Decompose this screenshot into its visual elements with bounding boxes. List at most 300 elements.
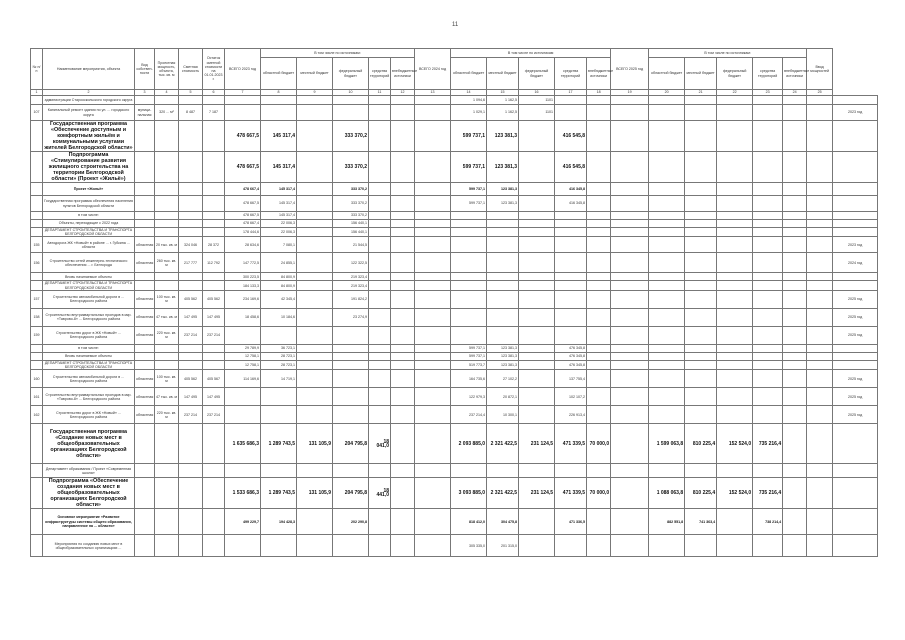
cell — [135, 196, 155, 212]
cell — [203, 509, 225, 535]
cell: 405 562 — [203, 290, 225, 308]
budget-table — [30, 48, 878, 557]
cell — [783, 152, 807, 183]
cell: 123 381,3 — [487, 183, 519, 196]
cell — [649, 96, 685, 105]
cell — [203, 212, 225, 220]
cell — [203, 96, 225, 105]
cell — [297, 509, 333, 535]
cell — [807, 406, 833, 424]
cell — [717, 352, 753, 360]
col-type: Вид собствен- ности — [135, 49, 155, 90]
column-number: 17 — [555, 90, 587, 96]
cell — [297, 281, 333, 290]
cell: 1101 — [519, 96, 555, 105]
cell: 305 335,0 — [451, 535, 487, 557]
row-name: Вновь начинаемые объекты — [43, 273, 135, 281]
cell — [717, 121, 753, 152]
cell — [717, 237, 753, 253]
cell — [555, 535, 587, 557]
cell — [611, 281, 649, 290]
sources-2025: В том числе по источникам: — [649, 49, 807, 58]
cell — [807, 478, 833, 509]
cell: 102 107,2 — [555, 388, 587, 406]
row-number — [31, 509, 43, 535]
cell — [717, 183, 753, 196]
cell: 882 551,8 — [649, 509, 685, 535]
table-row — [31, 290, 878, 308]
cell: 137 755,4 — [555, 370, 587, 388]
cell: 416 545,8 — [555, 121, 587, 152]
cell: 12 758,1 — [225, 352, 261, 360]
cell — [415, 228, 451, 237]
cell — [415, 253, 451, 273]
cell: 191 824,2 — [333, 290, 369, 308]
cell — [519, 281, 555, 290]
cell — [225, 388, 261, 406]
cell — [649, 228, 685, 237]
cell: 2 321 422,5 — [487, 478, 519, 509]
cell — [519, 509, 555, 535]
col-cost: Сметная стоимость — [179, 49, 203, 90]
cell — [369, 121, 391, 152]
cell — [203, 196, 225, 212]
cell — [451, 308, 487, 326]
cell — [333, 360, 369, 369]
cell — [333, 370, 369, 388]
cell: 123 381,3 — [487, 152, 519, 183]
cell — [203, 464, 225, 478]
cell: 741 363,4 — [685, 509, 717, 535]
cell — [203, 478, 225, 509]
cell — [611, 212, 649, 220]
cell — [611, 290, 649, 308]
cell — [587, 183, 611, 196]
cell — [753, 535, 783, 557]
cell — [649, 281, 685, 290]
cell — [179, 352, 203, 360]
table-row — [31, 96, 878, 105]
cell — [391, 290, 415, 308]
cell — [783, 509, 807, 535]
cell — [519, 228, 555, 237]
row-number — [31, 273, 43, 281]
cell — [783, 344, 807, 352]
cell: областная — [135, 290, 155, 308]
cell — [297, 344, 333, 352]
cell — [753, 360, 783, 369]
cell — [135, 212, 155, 220]
cell — [155, 509, 179, 535]
row-name: Строительство дорог в ЖК «Новый» ... Белгородского района — [43, 406, 135, 424]
cell: 28 634,6 — [225, 237, 261, 253]
cell — [297, 273, 333, 281]
table-row — [31, 220, 878, 228]
table-row — [31, 273, 878, 281]
cell — [179, 228, 203, 237]
cell — [179, 220, 203, 228]
cell — [685, 281, 717, 290]
cell — [179, 273, 203, 281]
cell: 84 800,9 — [261, 273, 297, 281]
cell — [415, 509, 451, 535]
column-number: 6 — [203, 90, 225, 96]
cell — [225, 96, 261, 105]
cell — [451, 464, 487, 478]
cell: 416 345,8 — [555, 183, 587, 196]
cell: 237 214 — [203, 406, 225, 424]
cell — [717, 370, 753, 388]
cell — [391, 105, 415, 121]
cell — [685, 253, 717, 273]
cell — [833, 152, 878, 183]
cell — [297, 196, 333, 212]
cell — [487, 228, 519, 237]
cell — [753, 308, 783, 326]
column-number: 1 — [31, 90, 43, 96]
table-body — [31, 96, 878, 557]
cell: 260 тыс. кв. м — [155, 253, 179, 273]
cell: 123 381,3 — [487, 196, 519, 212]
cell: 131 105,9 — [297, 424, 333, 464]
cell — [753, 290, 783, 308]
cell — [451, 228, 487, 237]
table-row — [31, 509, 878, 535]
cell — [369, 352, 391, 360]
cell: областная — [135, 370, 155, 388]
src-terr: средства территорий — [555, 58, 587, 90]
cell — [555, 308, 587, 326]
cell — [611, 96, 649, 105]
cell — [611, 152, 649, 183]
cell — [391, 406, 415, 424]
cell — [155, 360, 179, 369]
cell — [649, 253, 685, 273]
row-number — [31, 352, 43, 360]
src-fed: федеральный бюджет — [717, 58, 753, 90]
cell: 476 345,8 — [555, 344, 587, 352]
cell: 478 667,4 — [225, 183, 261, 196]
cell — [225, 535, 261, 557]
src-fed: федеральный бюджет — [333, 58, 369, 90]
row-number: 162 — [31, 406, 43, 424]
cell — [685, 535, 717, 557]
cell — [587, 212, 611, 220]
src-reg: областной бюджет — [649, 58, 685, 90]
cell — [451, 326, 487, 344]
cell — [587, 228, 611, 237]
cell — [611, 370, 649, 388]
cell — [555, 253, 587, 273]
row-name: Департамент образования / Проект «Современная школа» — [43, 464, 135, 478]
cell — [415, 308, 451, 326]
cell — [155, 152, 179, 183]
cell: 1 289 743,5 — [261, 424, 297, 464]
cell — [415, 212, 451, 220]
cell — [179, 281, 203, 290]
cell — [519, 183, 555, 196]
cell: 324 046 — [179, 237, 203, 253]
cell: 1 088 063,8 — [649, 478, 685, 509]
cell — [415, 370, 451, 388]
src-mun: местный бюджет — [487, 58, 519, 90]
cell — [487, 308, 519, 326]
col-name: Наименование мероприятия, объекта — [43, 49, 135, 90]
cell: 2025 год — [833, 308, 878, 326]
cell — [415, 464, 451, 478]
cell: 2 321 422,5 — [487, 424, 519, 464]
cell — [783, 196, 807, 212]
cell — [717, 220, 753, 228]
cell: 226 913,4 — [555, 406, 587, 424]
row-name: Автодорога ЖК «Новый» в районе ... г. Губкина ... области — [43, 237, 135, 253]
cell — [685, 196, 717, 212]
cell — [391, 370, 415, 388]
cell: 231 124,5 — [519, 424, 555, 464]
cell — [155, 478, 179, 509]
cell — [783, 352, 807, 360]
table-row — [31, 360, 878, 369]
cell: 219 323,4 — [333, 281, 369, 290]
cell — [297, 290, 333, 308]
cell — [415, 121, 451, 152]
cell: 122 979,3 — [451, 388, 487, 406]
cell — [519, 220, 555, 228]
cell: областная — [135, 388, 155, 406]
row-number — [31, 464, 43, 478]
cell — [587, 96, 611, 105]
cell: 333 370,2 — [333, 212, 369, 220]
cell — [555, 212, 587, 220]
row-number: 157 — [31, 290, 43, 308]
cell — [333, 105, 369, 121]
cell — [717, 344, 753, 352]
cell — [135, 228, 155, 237]
cell — [333, 352, 369, 360]
cell — [179, 360, 203, 369]
cell: 478 667,5 — [225, 212, 261, 220]
cell — [611, 344, 649, 352]
cell: 478 667,5 — [225, 152, 261, 183]
cell: 204 795,8 — [333, 424, 369, 464]
row-number: 159 — [31, 326, 43, 344]
cell — [649, 464, 685, 478]
cell — [685, 406, 717, 424]
cell — [587, 121, 611, 152]
cell — [135, 281, 155, 290]
cell — [451, 273, 487, 281]
row-number — [31, 228, 43, 237]
cell: 2025 год — [833, 370, 878, 388]
cell: 123 381,3 — [487, 121, 519, 152]
cell: 156 440,1 — [333, 220, 369, 228]
row-number — [31, 96, 43, 105]
cell — [155, 344, 179, 352]
cell — [611, 273, 649, 281]
cell — [135, 344, 155, 352]
cell — [807, 360, 833, 369]
cell — [685, 370, 717, 388]
cell — [135, 424, 155, 464]
cell: 10 300,1 — [487, 406, 519, 424]
cell: 22 006,3 — [261, 220, 297, 228]
cell — [807, 183, 833, 196]
cell: 405 567 — [203, 370, 225, 388]
table-row — [31, 152, 878, 183]
row-number — [31, 212, 43, 220]
cell — [297, 464, 333, 478]
cell — [391, 352, 415, 360]
cell — [179, 464, 203, 478]
cell — [369, 105, 391, 121]
cell: 100 тыс. кв. м — [155, 370, 179, 388]
cell — [487, 212, 519, 220]
cell — [753, 96, 783, 105]
row-name: Объекты, переходящие с 2022 года — [43, 220, 135, 228]
cell — [179, 196, 203, 212]
cell — [135, 464, 155, 478]
cell — [369, 326, 391, 344]
cell — [807, 326, 833, 344]
cell — [717, 326, 753, 344]
src-extra: внебюджетные источники — [391, 58, 415, 90]
cell: 1 599 063,8 — [649, 424, 685, 464]
cell: 810 225,4 — [685, 424, 717, 464]
cell — [587, 196, 611, 212]
cell — [611, 308, 649, 326]
cell: 735 216,4 — [753, 478, 783, 509]
row-name: Строительство внутриквартальных проездов в мкр. «Таврово-8» ... Белгородского района — [43, 308, 135, 326]
cell: 2 093 885,0 — [451, 424, 487, 464]
col-no: № п/п — [31, 49, 43, 90]
cell — [685, 220, 717, 228]
cell — [369, 281, 391, 290]
cell: 147 495 — [179, 388, 203, 406]
cell — [261, 406, 297, 424]
cell — [155, 196, 179, 212]
cell — [179, 535, 203, 557]
cell — [369, 406, 391, 424]
row-name: Строительство дорог в ЖК «Новый» ... Белгородского района — [43, 326, 135, 344]
column-number: 10 — [333, 90, 369, 96]
cell — [753, 406, 783, 424]
cell — [415, 220, 451, 228]
cell — [649, 237, 685, 253]
cell — [587, 105, 611, 121]
cell — [225, 406, 261, 424]
column-number: 13 — [415, 90, 451, 96]
row-name: Подпрограмма «Обеспечение создания новых мест в общеобразовательных организациях Белгородской области» — [43, 478, 135, 509]
cell — [415, 281, 451, 290]
table-row — [31, 281, 878, 290]
cell — [587, 388, 611, 406]
cell: 237 214 — [179, 406, 203, 424]
row-name: Мероприятия по созданию новых мест в общеобразовательных организациях ... — [43, 535, 135, 557]
cell: 47 тыс. кв. м — [155, 308, 179, 326]
cell — [155, 273, 179, 281]
cell — [783, 360, 807, 369]
column-number: 19 — [611, 90, 649, 96]
cell — [783, 183, 807, 196]
cell — [611, 220, 649, 228]
cell — [783, 96, 807, 105]
cell — [415, 535, 451, 557]
cell: 20 872,1 — [487, 388, 519, 406]
src-extra: внебюджетные источники — [587, 58, 611, 90]
cell — [685, 360, 717, 369]
row-number — [31, 220, 43, 228]
cell — [807, 228, 833, 237]
cell — [685, 228, 717, 237]
cell — [135, 509, 155, 535]
cell: 152 524,0 — [717, 478, 753, 509]
cell — [753, 121, 783, 152]
cell — [225, 326, 261, 344]
cell — [391, 509, 415, 535]
cell — [135, 273, 155, 281]
cell: 147 495 — [179, 308, 203, 326]
cell: 219 323,4 — [333, 273, 369, 281]
cell: 333 370,2 — [333, 121, 369, 152]
cell — [833, 212, 878, 220]
cell — [179, 478, 203, 509]
cell — [783, 253, 807, 273]
cell — [415, 237, 451, 253]
cell — [587, 360, 611, 369]
cell: 145 317,4 — [261, 121, 297, 152]
cell — [753, 370, 783, 388]
cell — [555, 237, 587, 253]
cell — [807, 196, 833, 212]
cell — [333, 406, 369, 424]
cell — [261, 464, 297, 478]
cell — [519, 308, 555, 326]
cell: 478 667,5 — [225, 121, 261, 152]
cell — [519, 290, 555, 308]
cell: 599 737,1 — [451, 344, 487, 352]
cell: 18 041,0 — [369, 424, 391, 464]
cell: областная — [135, 237, 155, 253]
col-capacity: Проектная мощность, объекта, тыс. кв. м — [155, 49, 179, 90]
cell — [261, 96, 297, 105]
table-row — [31, 308, 878, 326]
cell — [519, 326, 555, 344]
cell — [753, 183, 783, 196]
cell: 18 458,6 — [225, 308, 261, 326]
cell — [155, 424, 179, 464]
cell — [753, 220, 783, 228]
cell — [297, 308, 333, 326]
cell: 237 214 — [203, 326, 225, 344]
cell — [519, 212, 555, 220]
cell — [807, 424, 833, 464]
cell — [369, 196, 391, 212]
cell: 2023 год — [833, 105, 878, 121]
cell — [649, 308, 685, 326]
cell — [807, 152, 833, 183]
cell: муници- пальная — [135, 105, 155, 121]
row-name: Проект «Жильё» — [43, 183, 135, 196]
cell: 519 773,7 — [451, 360, 487, 369]
cell — [391, 253, 415, 273]
cell — [391, 152, 415, 183]
cell — [135, 183, 155, 196]
cell: 2025 год — [833, 406, 878, 424]
cell — [685, 152, 717, 183]
cell — [135, 152, 155, 183]
cell — [297, 535, 333, 557]
cell — [753, 281, 783, 290]
